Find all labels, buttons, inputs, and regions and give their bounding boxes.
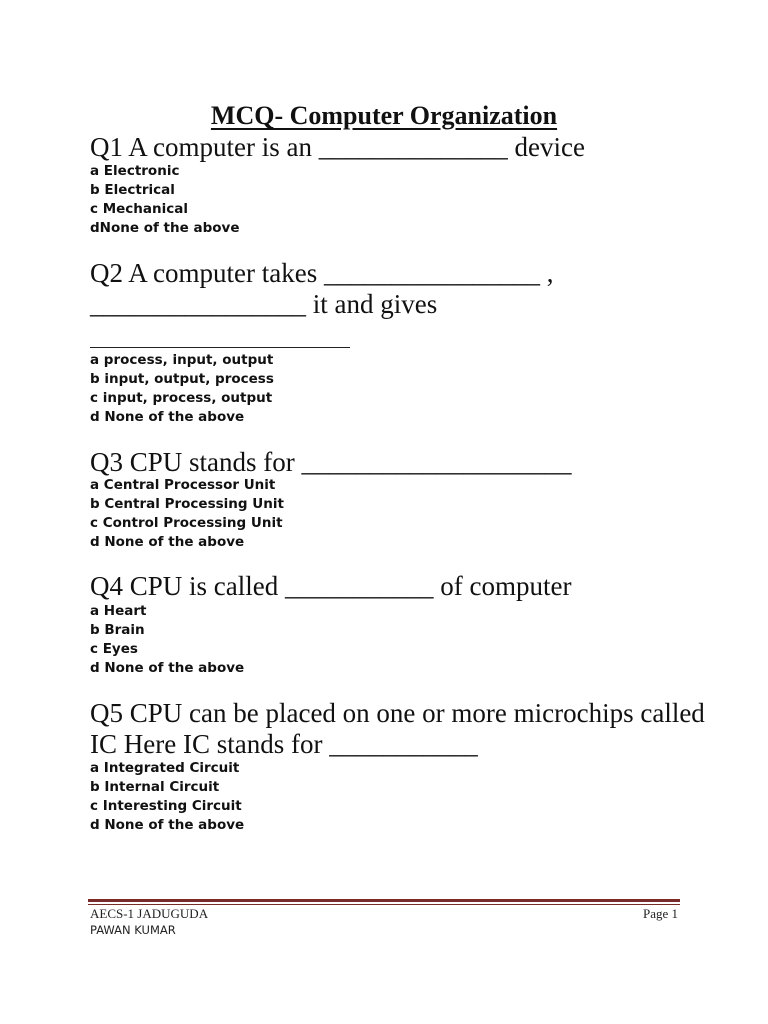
option-4a: a Heart xyxy=(90,603,147,619)
option-2a: a process, input, output xyxy=(90,352,274,368)
option-2c: c input, process, output xyxy=(90,390,273,406)
question-2-text: Q2 A computer takes ________________ , ________________ it and gives xyxy=(90,258,561,319)
question-4-text: Q4 CPU is called ___________ of computer xyxy=(90,571,572,601)
option-3c: c Control Processing Unit xyxy=(90,515,283,531)
option-4c: c Eyes xyxy=(90,641,138,657)
footer-rule-thick xyxy=(88,899,680,902)
option-5c: c Interesting Circuit xyxy=(90,798,242,814)
question-2-options xyxy=(90,351,274,427)
page-title: MCQ- Computer Organization xyxy=(210,101,558,130)
question-5-text: Q5 CPU can be placed on one or more microchips called IC Here IC stands for ___________ xyxy=(90,698,712,759)
option-5d: d None of the above xyxy=(90,817,245,833)
option-2b: b input, output, process xyxy=(90,371,274,387)
option-5a: a Integrated Circuit xyxy=(90,760,240,776)
option-1b: b Electrical xyxy=(90,182,175,198)
footer-rule-thin xyxy=(88,904,680,905)
option-5b: b Internal Circuit xyxy=(90,779,220,795)
option-2d: d None of the above xyxy=(90,409,245,425)
option-3d: d None of the above xyxy=(90,534,245,550)
option-3a: a Central Processor Unit xyxy=(90,477,276,493)
question-3-text: Q3 CPU stands for ____________________ xyxy=(90,447,572,477)
answer-blank-line xyxy=(90,347,350,348)
question-1-options xyxy=(90,162,239,238)
footer-page-number: Page 1 xyxy=(642,906,678,921)
question-5-options xyxy=(90,759,244,835)
footer-school: AECS-1 JADUGUDA xyxy=(90,906,209,921)
question-4-options xyxy=(90,602,244,678)
option-4d: d None of the above xyxy=(90,660,245,676)
question-1-text: Q1 A computer is an ______________ device xyxy=(90,132,585,162)
question-3-options xyxy=(90,476,284,552)
footer-author: PAWAN KUMAR xyxy=(90,923,176,937)
option-4b: b Brain xyxy=(90,622,145,638)
option-1c: c Mechanical xyxy=(90,201,188,217)
option-1d: dNone of the above xyxy=(90,220,240,236)
option-1a: a Electronic xyxy=(90,163,180,179)
option-3b: b Central Processing Unit xyxy=(90,496,284,512)
